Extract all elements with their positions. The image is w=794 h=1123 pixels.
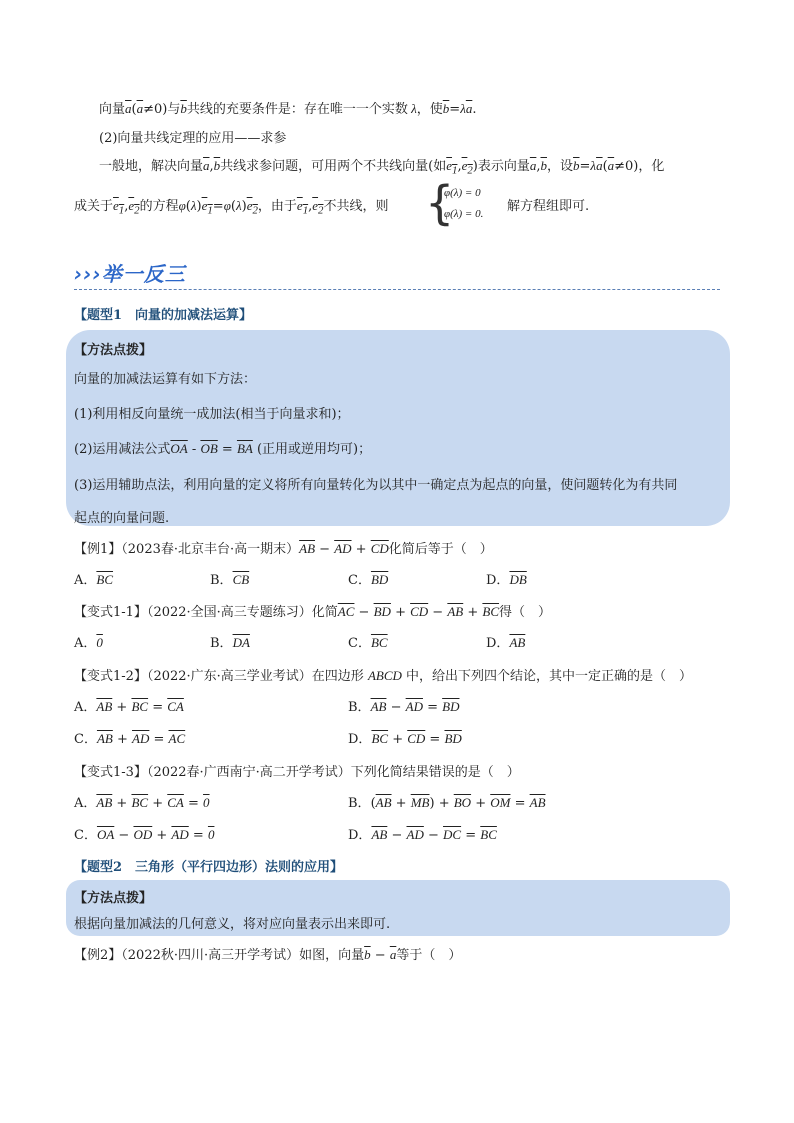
topic1-heading: 【题型1 向量的加减法运算】 <box>74 308 253 323</box>
ex1-option-a[interactable]: A．$\overline{BC}$ <box>74 572 114 588</box>
v12-option-a[interactable]: A．$\overline{AB} + \overline{BC} = \overline{CA}$ <box>74 699 184 715</box>
topic2-heading: 【题型2 三角形（平行四边形）法则的应用】 <box>74 860 344 875</box>
topic1-method-2: (1)利用相反向量统一成加法(相当于向量求和)； <box>74 407 350 422</box>
ex1-option-b[interactable]: B．$\overline{CB}$ <box>210 572 250 588</box>
v13-question: 【变式1-3】（2022春·广西南宁·高二开学考试）下列化简结果错误的是（ ） <box>74 765 520 780</box>
v13-option-d[interactable]: D．$\overline{AB} - \overline{AD} - \overline{DC} = \overline{BC}$ <box>348 827 497 843</box>
v12-option-b[interactable]: B．$\overline{AB} - \overline{AD} = \overline{BD}$ <box>348 699 460 715</box>
ex1-question: 【例1】（2023春·北京丰台·高一期末）$\overline{AB} - \overline{AD} + \overline{CD}$化简后等于（ ） <box>74 541 493 557</box>
v13-option-c[interactable]: C．$\overline{OA} - \overline{OD} + \overline{AD} = 0$ <box>74 827 215 843</box>
intro-line-4: 成关于$e_1,e_2$的方程$\varphi(\lambda)e_1=\varphi(\lambda)e_2$，由于$e_1,e_2$不共线，则 <box>74 198 389 217</box>
v11-option-c[interactable]: C．$\overline{BC}$ <box>348 635 388 651</box>
banner-divider <box>74 289 720 290</box>
intro-line-2: (2)向量共线定理的应用——求参 <box>99 131 287 146</box>
topic1-method-4: (3)运用辅助点法，利用向量的定义将所有向量转化为以其中一确定点为起点的向量，使问题转化为有共同 <box>74 478 678 493</box>
v11-question: 【变式1-1】（2022·全国·高三专题练习）化简$\overline{AC} - \overline{BD} + \overline{CD} - \overline{AB} + \overline{BC}$得（ ） <box>74 604 552 620</box>
intro-line-1: 向量$\overline{a}(\overline{a}\ne 0)$与$\overline{b}$共线的充要条件是：存在唯一一个实数 λ，使$\overline{b}=\lambda\overline{a}$. <box>99 101 477 117</box>
ex1-option-d[interactable]: D．$\overline{DB}$ <box>486 572 527 588</box>
topic1-method-1: 向量的加减法运算有如下方法： <box>74 372 257 387</box>
banner-arrows: ››› <box>74 262 102 286</box>
topic1-method-box <box>66 330 730 526</box>
ex2-question: 【例2】（2022秋·四川·高三开学考试）如图，向量$\overline{b} - \overline{a}$等于（ ） <box>74 947 462 963</box>
v12-option-c[interactable]: C．$\overline{AB} + \overline{AD} = \overline{AC}$ <box>74 731 186 747</box>
v13-option-a[interactable]: A．$\overline{AB} + \overline{BC} + \overline{CA} = 0$ <box>74 795 210 811</box>
intro-line-3: 一般地，解决向量$\overline{a},\overline{b}$共线求参问题，可用两个不共线向量(如$e_1,e_2$)表示向量$\overline{a},\overline{b}$，设$\overline{b}=\lambda\overline{a}(\overline{a}\ne 0)$，化 <box>99 158 665 177</box>
v11-option-d[interactable]: D．$\overline{AB}$ <box>486 635 526 651</box>
topic2-method-title: 【方法点拨】 <box>74 891 153 906</box>
v12-question: 【变式1-2】（2022·广东·高三学业考试）在四边形 ABCD 中，给出下列四个结论，其中一定正确的是（ ） <box>74 668 693 684</box>
topic2-method-1: 根据向量加减法的几何意义，将对应向量表示出来即可. <box>74 917 391 932</box>
topic1-method-3: (2)运用减法公式$\overline{OA} - \overline{OB} = \overline{BA}$ (正用或逆用均可)； <box>74 441 372 457</box>
system-tail: 解方程组即可. <box>507 199 590 214</box>
v11-option-a[interactable]: A．0 <box>74 635 103 651</box>
topic1-method-title: 【方法点拨】 <box>74 343 153 358</box>
v11-option-b[interactable]: B．$\overline{DA}$ <box>210 635 250 651</box>
ex1-option-c[interactable]: C．$\overline{BD}$ <box>348 572 389 588</box>
system-eq-2: φ(λ) = 0. <box>444 208 484 220</box>
topic1-method-5: 起点的向量问题. <box>74 511 170 526</box>
banner <box>74 258 186 287</box>
v13-option-b[interactable]: B．$(\overline{AB} + \overline{MB}) + \overline{BO} + \overline{OM} = \overline{AB}$ <box>348 795 546 811</box>
system-eq-1: φ(λ) = 0 <box>444 187 481 199</box>
system-brace: { <box>425 176 455 230</box>
v12-option-d[interactable]: D．$\overline{BC} + \overline{CD} = \overline{BD}$ <box>348 731 462 747</box>
banner-title: 举一反三 <box>101 262 186 286</box>
